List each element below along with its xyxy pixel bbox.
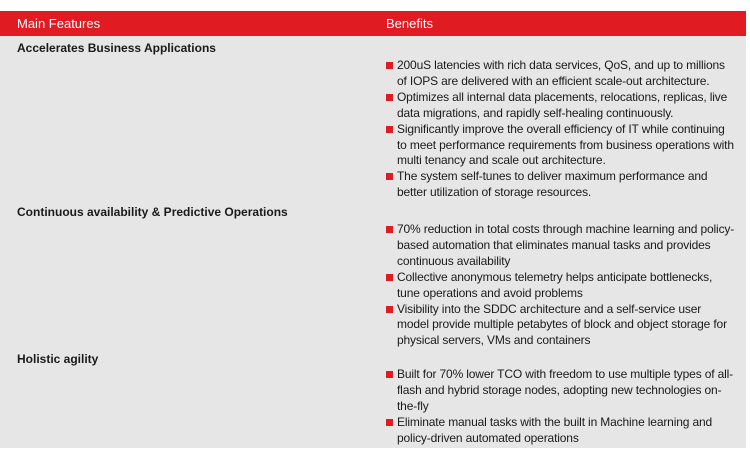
feature-title: Continuous availability & Predictive Operations	[17, 205, 288, 219]
benefits-list	[386, 367, 736, 447]
benefit-item	[386, 169, 736, 201]
bullet-icon	[386, 226, 393, 233]
header-benefits: Benefits	[386, 16, 433, 31]
feature-title: Holistic agility	[17, 352, 99, 366]
feature-title: Accelerates Business Applications	[17, 41, 216, 55]
benefit-text: 70% reduction in total costs through machine learning and policy-based automation that eliminates manual tasks and provides continuous availability	[397, 222, 735, 268]
benefit-item	[386, 367, 736, 415]
benefit-item	[386, 90, 736, 122]
table-header	[0, 11, 746, 36]
bullet-icon	[386, 419, 393, 426]
bullet-icon	[386, 62, 393, 69]
benefit-text: Visibility into the SDDC architecture and a self-service user model provide multiple petabytes of block and object storage for physical servers, VMs and containers	[397, 301, 727, 348]
bullet-icon	[386, 274, 393, 281]
bullet-icon	[386, 371, 393, 378]
bullet-icon	[386, 173, 393, 180]
benefit-text: Collective anonymous telemetry helps anticipate bottlenecks, tune operations and avoid problems	[397, 269, 713, 300]
benefit-item	[386, 58, 736, 90]
benefits-list	[386, 222, 736, 349]
benefit-item	[386, 222, 736, 270]
benefit-text: 200uS latencies with rich data services, QoS, and up to millions of IOPS are delivered with an efficient scale-out architecture.	[397, 58, 725, 88]
benefits-list	[386, 58, 736, 201]
header-main-features: Main Features	[17, 16, 101, 31]
benefit-item	[386, 415, 736, 447]
benefit-text: The system self-tunes to deliver maximum performance and better utilization of storage resources.	[397, 169, 708, 200]
features-benefits-table	[0, 11, 746, 448]
bullet-icon	[386, 126, 393, 133]
benefit-item	[386, 122, 736, 170]
benefit-item	[386, 270, 736, 302]
benefit-text: Eliminate manual tasks with the built in Machine learning and policy-driven automated operations	[397, 414, 713, 445]
benefit-item	[386, 302, 736, 350]
benefit-text: Built for 70% lower TCO with freedom to use multiple types of all-flash and hybrid storage nodes, adopting new technologies on-the-fly	[397, 367, 734, 413]
bullet-icon	[386, 306, 393, 313]
benefit-text: Significantly improve the overall efficiency of IT while continuing to meet performance requirements from business operations with multi tenancy and scale out architecture.	[397, 121, 734, 168]
benefit-text: Optimizes all internal data placements, relocations, replicas, live data migrations, and rapidly self-healing continuously.	[397, 89, 728, 120]
bullet-icon	[386, 94, 393, 101]
